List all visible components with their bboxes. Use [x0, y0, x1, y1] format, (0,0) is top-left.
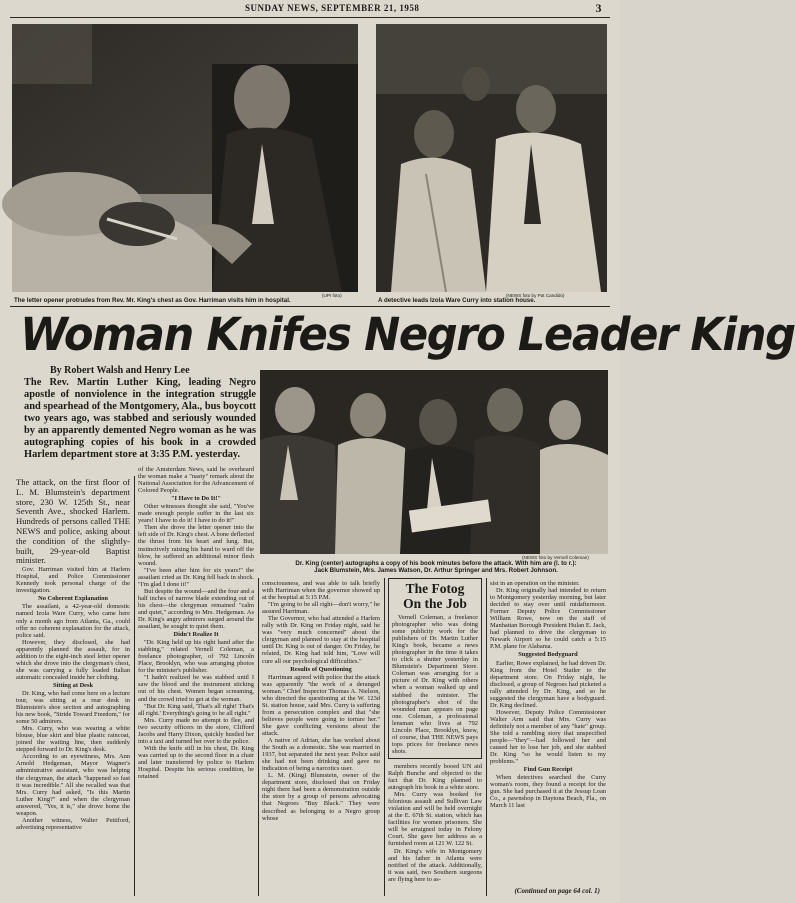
col3-para-d: Harriman agreed with police that the attack was apparently "the work of a deranged woman." Chief Inspector Thomas A. Nielson, who directed the questioning at the W. 123d St. station house, said Mrs. Curry is suffering from a persecution complex and that "she believes people were going to torture her." She gave conflicting versions about the attack. [262, 673, 380, 737]
col3-para-c: The Governor, who had attended a Harlem rally with Dr. King on Friday night, said he was "very much concerned" about the clergyman and planned to stay at the hospital until Dr. King is out of danger. On Friday, he related, Dr. King had told him, "Love will cure all our psychological difficulties." [262, 615, 380, 665]
photo-center-credit: (NEWS foto by Vernell Coleman) [522, 555, 589, 560]
story-column-3 [262, 580, 380, 898]
fotog-box-title-2: On the Job [403, 596, 467, 611]
col3-para-a: consciousness, and was able to talk briefly with Harriman when the governor showed up at the hospital at 5:15 P.M. [262, 580, 380, 602]
col5-para-c: Earlier, Rowe explained, he had driven Dr. King from the Hotel Statler to the department store. On Friday night, he disclosed, a group of Negroes had picketed a rally attended by Dr. King, and so he suggested the clergyman have a bodyguard. Dr. King declined. [490, 659, 606, 709]
col5-para-e: When detectives searched the Curry woman's room, they found a receipt for the gun. She had purchased it at the Jessup Loan Co., a pawnshop in Daytona Beach, Fla., on March 11 last [490, 774, 606, 810]
masthead [0, 2, 620, 16]
col2-para-i: Mrs. Curry made no attempt to flee, and two security officers in the store, Clifford Jacobs and Harry Dixon, quickly hustled her into a taxi and turned her over to the police. [138, 716, 254, 745]
photo-king-autograph [260, 370, 608, 554]
col5-para-a: sist in an operation on the minister. [490, 580, 580, 587]
fotog-box-title-1: The Fotog [405, 581, 465, 596]
page-number: 3 [595, 1, 602, 15]
col4-para-b: Mrs. Curry was booked for felonious assault and Sullivan Law violation and will be held overnight at the E. 67th St. station, which has facilities for women prisoners. She will be arraigned today in Felony Court. She gave her address as a furnished room at 121 W. 122 St. [388, 791, 482, 848]
col5-para-d: However, Deputy Police Commissioner Walter Arm said that Mrs. Curry was definitely not a member of any "hate" group. She told a rambling story that unspecified people—"they"—had followed her and caused her to lose her job, and she stabbed Dr. King "so he would listen to my problems." [490, 708, 606, 766]
col2-para-g: "I hadn't realized he was stabbed until I saw the blood and the instrument sticking out of his chest. Women began screaming, and the crowd tried to get at the woman. [138, 674, 254, 703]
fotog-sidebar-box [388, 578, 482, 759]
col1-para-f: According to an eyewitness, Mrs. Ann Arnold Hedgeman, Mayor Wagner's administrative assistant, who was helping the clergyman, the attack "happened so fast it was incredible." All she recalled was that Mrs. Curry had asked, "Is this Martin Luther King?" and when the clergyman answered, "Yes, it is," she drove home the weapon. [16, 753, 130, 817]
column-rule-1 [134, 476, 135, 896]
photo-left-caption: The letter opener protrudes from Rev. Mr. King's chest as Gov. Harriman visits him in hospital. [14, 297, 291, 304]
photo-king-hospital [12, 24, 358, 292]
col1-para-e: Mrs. Curry, who was wearing a white blouse, blue skirt and blue plastic raincoat, joined the waiting line, then suddenly stepped forward to Dr. King's desk. [16, 725, 130, 754]
column-rule-3 [384, 578, 385, 896]
photo-curry-arrest-image [376, 24, 607, 292]
col1-subhead-2: Sitting at Desk [52, 681, 94, 689]
col1-para-g: Another witness, Walter Pettiford, advertising representative [16, 816, 130, 831]
col4-para-a: members recently booed UN aid Ralph Bunche and objected to the fact that Dr. King planned to autograph his book in a white store. [388, 762, 482, 792]
column-rule-4 [486, 578, 487, 896]
col2-para-b: Other witnesses thought she said, "You've made enough people suffer in the last six years! I have to do it! I have to do it!" [138, 503, 254, 525]
col3-para-e: A native of Adrian, she has worked about the South as a domestic. She was married in 1937, but separated the next year. Police said she had not been drinking and gave no indication of being a narcotics user. [262, 737, 380, 773]
story-lede: The Rev. Martin Luther King, leading Negro apostle of nonviolence in the integration struggle and spearhead of the Montgomery, Ala., bus boycott two years ago, was stabbed and seriously wounded by an apparently demented Negro woman as he was autographing copies of his book in a crowded Harlem department store at 3:35 P.M. yesterday. [24, 377, 256, 460]
photo-right-caption: A detective leads Izola Ware Curry into station house. [378, 297, 536, 304]
col2-para-e: But despite the wound—and the four and a half inches of narrow blade extending out of his chest—the clergyman remained "calm and quiet," according to Mrs. Hedgeman. As Dr. King's angry admirers surged around the assailant, he sought to quiet them. [138, 587, 254, 631]
photo-king-hospital-image [12, 24, 358, 292]
col5-subhead-2: Find Gun Receipt [523, 766, 573, 774]
col5-para-b: Dr. King originally had intended to return to Montgomery yesterday morning, but later decided to stay over until midafternoon. Former Deputy Police Commissioner William Rowe, now on the staff of Manhattan Borough President Hulan E. Jack, had planned to drive the clergyman to Newark Airport so he could catch a 5:15 P.M. plane for Alabama. [490, 587, 606, 651]
fotog-box-text: Vernell Coleman, a freelance photographer who was doing some publicity work for the publishers of Dr. Martin Luther King's book, became a news photographer in the time it takes to click a shutter yesterday in Blumstein's Department Store. Coleman was arranging for a picture of Dr. King with others when a woman walked up and stabbed the minister. The photographer's shot of the wounded man appears on page one. Coleman, a professional lensman who lives at 792 Lincoln Place, Brooklyn, knew, of course, that THE NEWS pays tops prices for freelance news shots. [392, 614, 478, 755]
col5-subhead-1: Suggested Bodyguard [518, 651, 578, 659]
col2-para-f: "Dr. King held up his right hand after the stabbing," related Vernell Coleman, a freelance photographer, of 792 Lincoln Place, Brooklyn, who was arranging photos for the minister's publisher. [138, 639, 254, 675]
col2-para-j: With the knife still in his chest, Dr. King was carried up to the second floor in a chair and later transferred by police to Harlem Hospital. Despite his serious condition, he retained [138, 744, 254, 781]
continued-note: (Continued on page 64 col. 1) [514, 887, 600, 895]
col2-para-d: "I've been after him for six years!" the assailant cried as Dr. King fell back in shock. "I'm glad I done it!" [138, 566, 254, 588]
col2-para-c: Then she drove the letter opener into the left side of Dr. King's chest. A bone deflected the thrust from his heart and lung. But, instinctively raising his hand to ward off the blow, he suffered an additional minor flesh wound. [138, 524, 254, 567]
story-column-1 [16, 478, 130, 898]
masthead-rule [10, 17, 610, 18]
col1-para-d: Dr. King, who had come here on a lecture tour, was sitting at a rear desk in Blumstein's shoe section and autographing his new book, "Stride Toward Freedom," for some 50 admirers. [16, 689, 130, 726]
col2-subhead-2: Didn't Realize It [173, 631, 219, 639]
story-column-5 [490, 580, 606, 880]
col1-first-para: The attack, on the first floor of L. M. Blumstein's department store, 230 W. 125th St., near Seventh Ave., shocked Harlem. Hundreds of persons called THE NEWS and police, asking about the condition of the slightly-built, 29-year-old Baptist minister. [16, 477, 130, 566]
story-headline: Woman Knifes Negro Leader King [20, 308, 795, 361]
story-column-4 [388, 578, 482, 898]
col2-subhead-1: "I Have to Do It!" [170, 495, 222, 503]
col4-para-c: Dr. King's wife in Montgomery and his father in Atlanta were notified of the attack. Additionally, it was said, two Southern surgeons are flying here to as- [388, 847, 482, 883]
column-rule-2 [258, 578, 259, 896]
col2-para-a: of the Amsterdam News, said he overheard the woman make a "nasty" remark about the National Association for the Advancement of Colored People. [138, 466, 254, 495]
photo-curry-arrest [376, 24, 607, 292]
story-column-2 [138, 466, 254, 898]
photo-center-caption-line1: Dr. King (center) autographs a copy of his book minutes before the attack. With him are (l. to r.): [295, 560, 577, 567]
masthead-date: SUNDAY NEWS, SEPTEMBER 21, 1958 [245, 3, 420, 13]
col1-para-a: Gov. Harriman visited him at Harlem Hospital, and Police Commissioner Kennedy took personal charge of the investigation. [16, 566, 130, 595]
photo-king-autograph-image [260, 370, 608, 554]
photo-left-credit: (UPI foto) [322, 293, 342, 298]
col1-para-b: The assailant, a 42-year-old domestic named Izola Ware Curry, who came here only a month ago from Atlanta, Ga., could offer no coherent explanation for the attack, police said. [16, 603, 130, 639]
photo-center-caption-line2: Jack Blumstein, Mrs. James Watson, Dr. Arthur Springer and Mrs. Robert Johnson. [314, 567, 558, 574]
col2-para-h: "But Dr. King said, 'That's all right! That's all right.' Everything's going to be all right." [138, 702, 254, 717]
col3-subhead-1: Results of Questioning [290, 665, 352, 673]
col3-para-f: L. M. (King) Blumstein, owner of the department store, disclosed that on Friday night there had been a demonstration outside the store by a group of persons advocating that Negroes "Buy Black." They were described as belonging to a Negro group whose [262, 772, 380, 822]
col1-subhead-1: No Coherent Explanation [38, 595, 108, 603]
col3-para-b: "I'm going to be all right—don't worry," he assured Harriman. [262, 601, 380, 616]
col1-para-c: However, they disclosed, she had apparently planned the assault, for in addition to the eight-inch steel letter opener which she drove into the clergyman's chest, she was carrying a fully loaded Italian automatic concealed inside her clothing. [16, 638, 130, 681]
photo-right-credit: (NEWS foto by Pat Candido) [506, 293, 565, 298]
story-byline: By Robert Walsh and Henry Lee [50, 365, 190, 376]
